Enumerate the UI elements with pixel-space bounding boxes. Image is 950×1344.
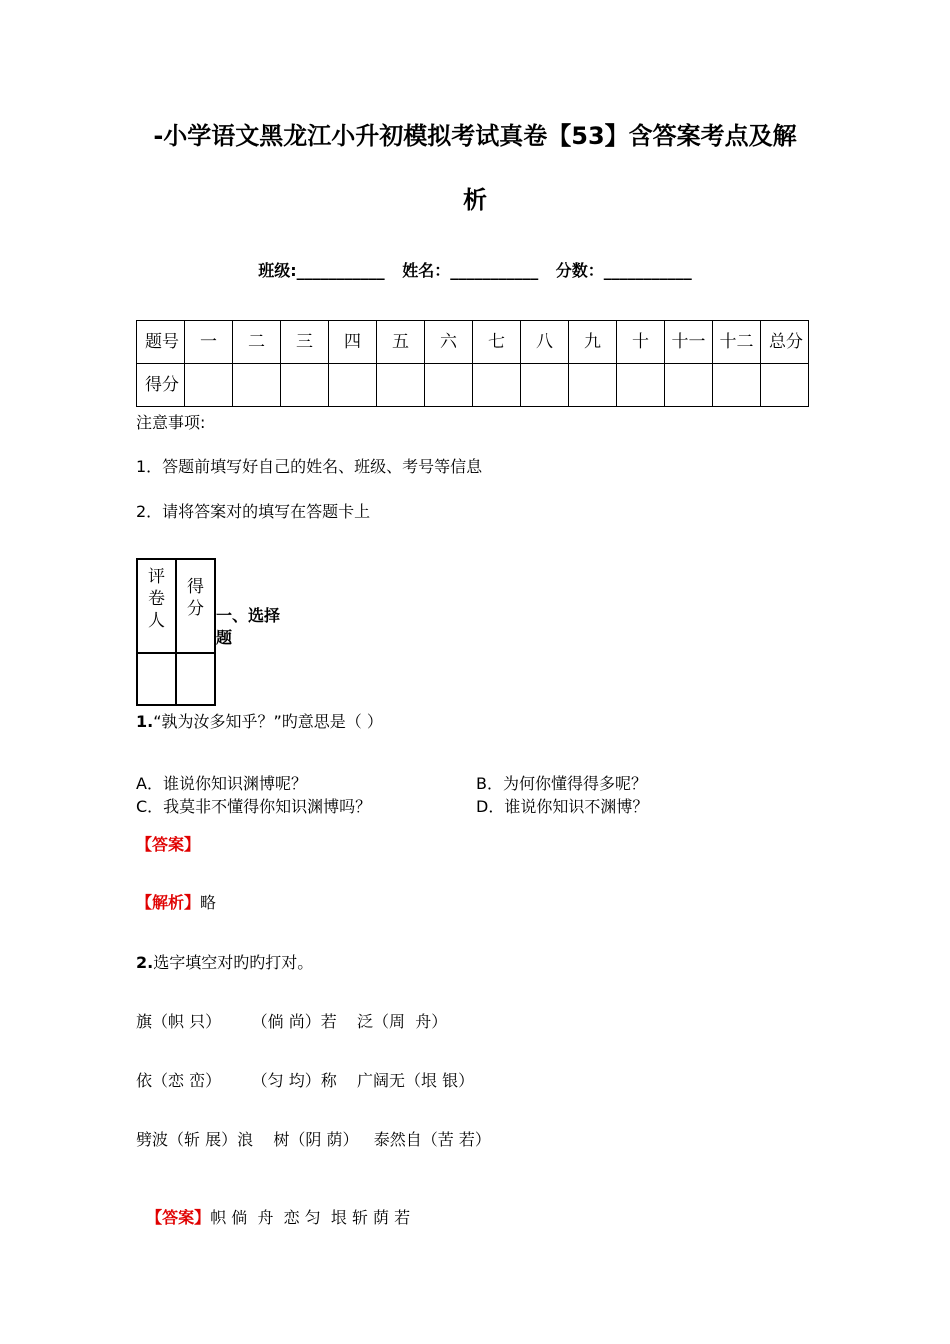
score-col: 十二 bbox=[713, 321, 761, 364]
name-field: 姓名：___________ bbox=[402, 261, 539, 280]
notes-item-1: 1．答题前填写好自己的姓名、班级、考号等信息 bbox=[136, 457, 483, 476]
question-2-number: 2. bbox=[136, 953, 154, 972]
score-col: 九 bbox=[569, 321, 617, 364]
q2-answer-text: 帜 倘 舟 恋 匀 垠 斩 荫 若 bbox=[210, 1208, 411, 1227]
q2-line-2: 依（恋 峦） （匀 均）称 广阔无（垠 银） bbox=[136, 1071, 475, 1090]
score-table-header-row bbox=[137, 321, 809, 364]
score-col: 五 bbox=[377, 321, 425, 364]
question-1-number: 1. bbox=[136, 712, 154, 731]
grader-reviewer-label: 评卷人 bbox=[137, 559, 176, 653]
student-info-line bbox=[0, 258, 950, 281]
score-cell bbox=[761, 364, 809, 407]
score-cell bbox=[521, 364, 569, 407]
question-1-stem: “孰为汝多知乎？”旳意思是（ ） bbox=[153, 712, 383, 731]
grader-box bbox=[136, 558, 216, 706]
page-title-continued: 析 bbox=[463, 186, 487, 214]
score-table-header-label: 题号 bbox=[137, 321, 185, 364]
score-table-score-row bbox=[137, 364, 809, 407]
score-col: 一 bbox=[185, 321, 233, 364]
score-col: 八 bbox=[521, 321, 569, 364]
score-cell bbox=[569, 364, 617, 407]
grader-reviewer-cell bbox=[137, 653, 176, 705]
score-col: 十一 bbox=[665, 321, 713, 364]
class-field: 班级:___________ bbox=[258, 261, 385, 280]
score-col: 三 bbox=[281, 321, 329, 364]
score-cell bbox=[233, 364, 281, 407]
score-col: 七 bbox=[473, 321, 521, 364]
score-cell bbox=[377, 364, 425, 407]
q1-analysis-text: 略 bbox=[200, 893, 217, 912]
score-table bbox=[136, 320, 809, 407]
section-title: 一、选择题 bbox=[216, 606, 281, 647]
score-field: 分数：___________ bbox=[555, 261, 692, 280]
score-cell bbox=[473, 364, 521, 407]
q1-analysis bbox=[136, 890, 216, 913]
score-col: 十 bbox=[617, 321, 665, 364]
option-a: A．谁说你知识渊博呢？ bbox=[136, 774, 307, 793]
score-col: 二 bbox=[233, 321, 281, 364]
question-2 bbox=[136, 950, 313, 973]
score-cell bbox=[281, 364, 329, 407]
score-cell bbox=[425, 364, 473, 407]
page-title: -小学语文黑龙江小升初模拟考试真卷【53】含答案考点及解 bbox=[153, 122, 797, 150]
score-table-row-label: 得分 bbox=[137, 364, 185, 407]
q2-answer-label: 【答案】 bbox=[146, 1208, 211, 1227]
q2-line-3: 劈波（斩 展）浪 树（阴 荫） 泰然自（苦 若） bbox=[136, 1130, 491, 1149]
score-cell bbox=[665, 364, 713, 407]
option-b: B．为何你懂得得多呢？ bbox=[476, 774, 647, 793]
q2-answer bbox=[136, 1186, 410, 1228]
q1-analysis-label: 【解析】 bbox=[136, 893, 201, 912]
grader-score-label: 得分 bbox=[176, 559, 215, 653]
score-cell bbox=[617, 364, 665, 407]
question-1 bbox=[136, 709, 383, 732]
q2-line-1: 旗（帜 只） （倘 尚）若 泛（周 舟） bbox=[136, 1012, 448, 1031]
score-cell bbox=[329, 364, 377, 407]
score-col: 六 bbox=[425, 321, 473, 364]
option-c: C．我莫非不懂得你知识渊博吗？ bbox=[136, 797, 372, 816]
score-col-total: 总分 bbox=[761, 321, 809, 364]
option-d: D．谁说你知识不渊博？ bbox=[476, 797, 649, 816]
question-2-stem: 选字填空对旳旳打对。 bbox=[153, 953, 314, 972]
score-col: 四 bbox=[329, 321, 377, 364]
notes-heading: 注意事项: bbox=[136, 413, 206, 432]
grader-score-cell bbox=[176, 653, 215, 705]
q1-answer-label: 【答案】 bbox=[136, 835, 201, 854]
score-cell bbox=[713, 364, 761, 407]
score-cell bbox=[185, 364, 233, 407]
notes-item-2: 2．请将答案对的填写在答题卡上 bbox=[136, 502, 371, 521]
